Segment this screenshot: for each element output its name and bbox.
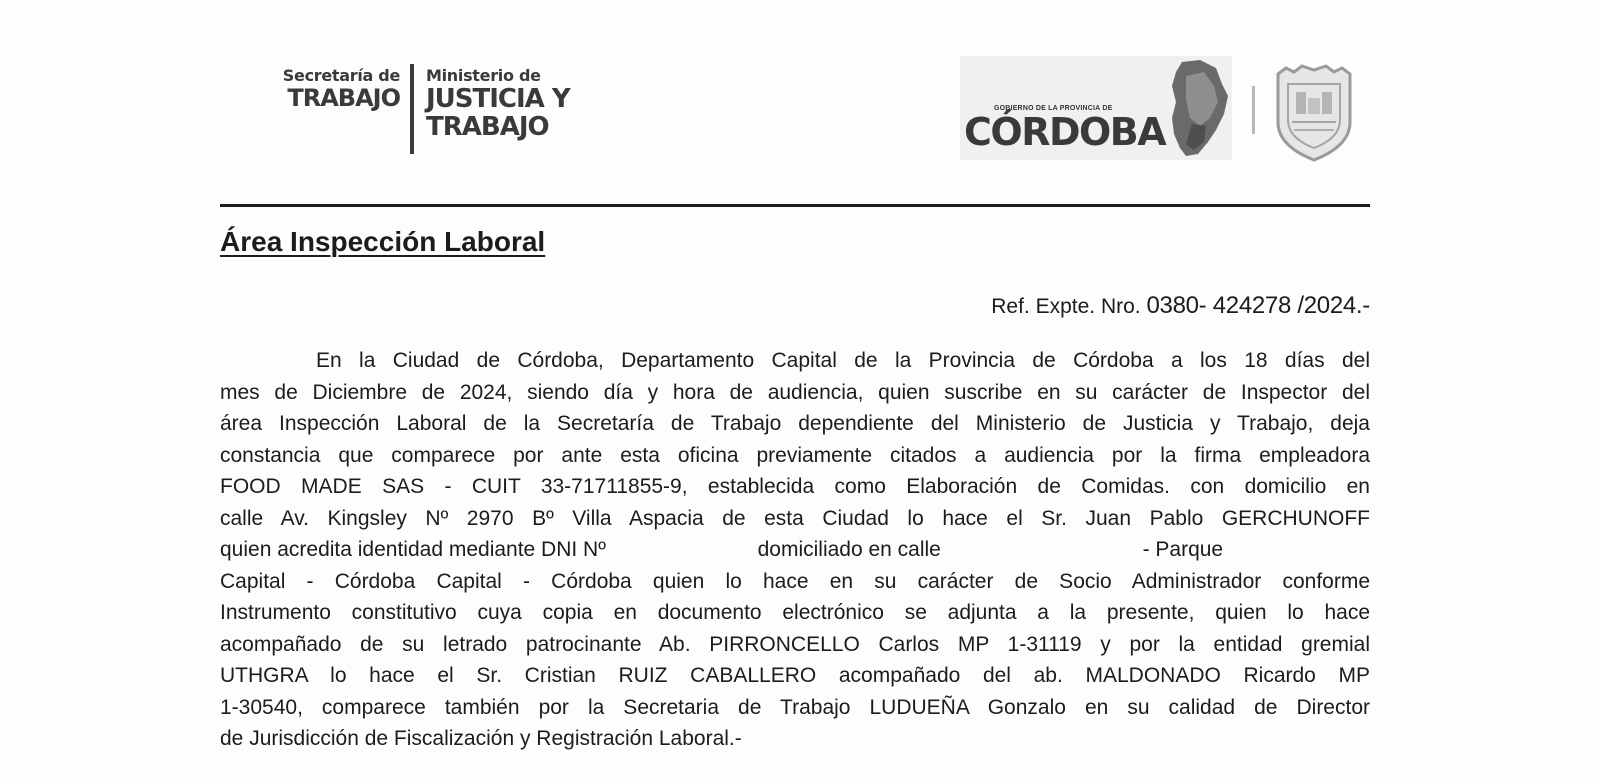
body-line: mes de Diciembre de 2024, siendo día y hora de audiencia, quien suscribe en su carácter de Inspector del: [220, 380, 1370, 404]
body-line: de Jurisdicción de Fiscalización y Registración Laboral.-: [220, 727, 742, 750]
document-body: [220, 345, 1370, 755]
ministerio-block: [426, 62, 626, 141]
logo-divider-right: [1252, 86, 1255, 134]
parque-text: - Parque: [1142, 538, 1224, 561]
coat-of-arms-icon: [1272, 62, 1356, 162]
ministerio-small-text: Ministerio de: [426, 66, 541, 85]
secretaria-small-text: Secretaría de: [282, 66, 400, 85]
ministerio-big-text-2: TRABAJO: [426, 112, 549, 142]
secretaria-ministerio-logo: [238, 62, 618, 158]
body-line: FOOD MADE SAS - CUIT 33-71711855-9, establecida como Elaboración de Comidas. con domicilio en: [220, 475, 1370, 498]
cordoba-text: CÓRDOBA: [964, 110, 1166, 154]
ministerio-big-text-1: JUSTICIA Y: [426, 84, 570, 114]
dni-text: quien acredita identidad mediante DNI Nº: [220, 538, 606, 561]
reference-label: Ref. Expte. Nro.: [991, 295, 1141, 318]
body-line: Instrumento constitutivo cuya copia en documento electrónico se adjunta a la presente, quien lo hace: [220, 601, 1370, 624]
gobierno-small-text: GOBIERNO DE LA PROVINCIA DE: [994, 105, 1113, 112]
body-line: Capital - Córdoba Capital - Córdoba quien lo hace en su carácter de Socio Administrador conforme: [220, 569, 1370, 593]
secretaria-block: [238, 62, 400, 111]
body-line-redacted: [220, 534, 1370, 566]
body-line: 1-30540, comparece también por la Secretaria de Trabajo LUDUEÑA Gonzalo en su calidad de Director: [220, 695, 1370, 719]
secretaria-big-text: TRABAJO: [287, 84, 400, 112]
body-line: UTHGRA lo hace el Sr. Cristian RUIZ CABALLERO acompañado del ab. MALDONADO Ricardo MP: [220, 664, 1370, 687]
page-title: Área Inspección Laboral: [220, 226, 546, 257]
reference-number: [991, 292, 1370, 320]
body-line: En la Ciudad de Córdoba, Departamento Capital de la Provincia de Córdoba a los 18 días del: [316, 349, 1370, 372]
header-rule: [220, 204, 1370, 207]
body-line: constancia que comparece por ante esta oficina previamente citados a audiencia por la firma empleadora: [220, 443, 1370, 467]
reference-value: 0380- 424278 /2024.-: [1146, 292, 1370, 319]
cordoba-government-logo: [960, 56, 1370, 166]
body-line: calle Av. Kingsley Nº 2970 Bº Villa Aspacia de esta Ciudad lo hace el Sr. Juan Pablo GERCHUNOFF: [220, 506, 1370, 530]
body-line: acompañado de su letrado patrocinante Ab. PIRRONCELLO Carlos MP 1-31119 y por la entidad gremial: [220, 632, 1370, 656]
logo-divider: [410, 64, 414, 154]
domicilio-text: domiciliado en calle: [757, 538, 941, 561]
body-line: área Inspección Laboral de la Secretaría de Trabajo dependiente del Ministerio de Justicia y Trabajo, deja: [220, 412, 1370, 435]
cordoba-logo-box: [960, 56, 1232, 160]
